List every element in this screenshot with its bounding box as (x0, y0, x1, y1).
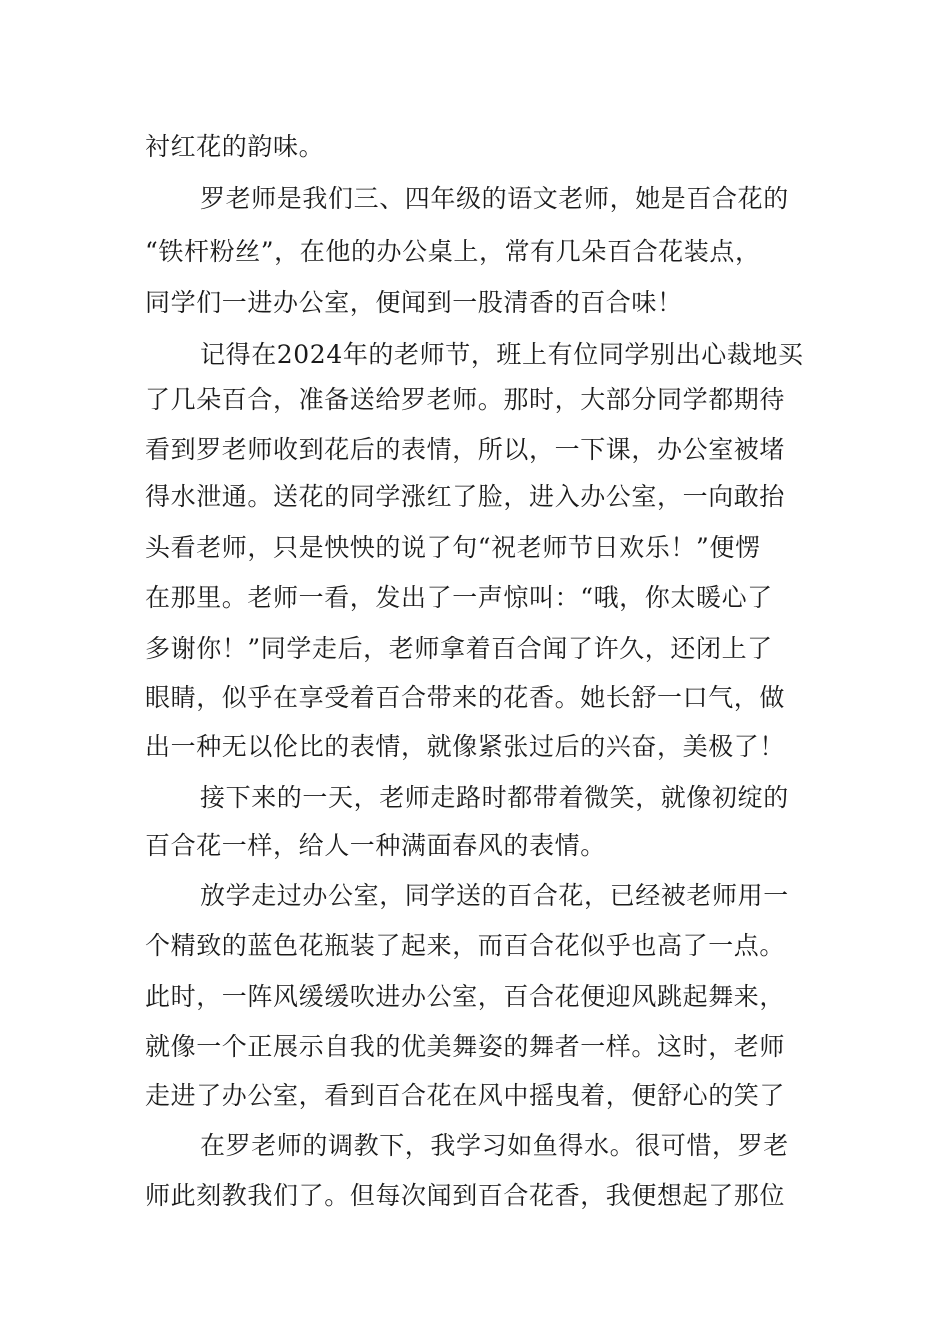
text-line: 同学们一进办公室，便闻到一股清香的百合味！ (145, 288, 683, 317)
paragraph-start-line: 在罗老师的调教下，我学习如鱼得水。很可惜，罗老 (200, 1131, 789, 1160)
paragraph-start-line: 接下来的一天，老师走路时都带着微笑，就像初绽的 (200, 783, 789, 812)
text-line: 此时，一阵风缓缓吹进办公室，百合花便迎风跳起舞来， (145, 982, 786, 1011)
text-line: 个精致的蓝色花瓶装了起来，而百合花似乎也高了一点。 (145, 931, 786, 960)
text-line: 百合花一样，给人一种满面春风的表情。 (145, 831, 606, 860)
text-line: 出一种无以伦比的表情，就像紧张过后的兴奋，美极了！ (145, 732, 786, 761)
text-line: 了几朵百合，准备送给罗老师。那时，大部分同学都期待 (145, 385, 786, 414)
text-line: 多谢你！”同学走后，老师拿着百合闻了许久，还闭上了 (145, 634, 773, 663)
text-line: 师此刻教我们了。但每次闻到百合花香，我便想起了那位 (145, 1181, 786, 1210)
text-line: 看到罗老师收到花后的表情，所以，一下课，办公室被堵 (145, 435, 786, 464)
paragraph-start-line: 罗老师是我们三、四年级的语文老师，她是百合花的 (200, 184, 789, 213)
text-line: 就像一个正展示自我的优美舞姿的舞者一样。这时，老师 (145, 1032, 786, 1061)
text-line: 衬红花的韵味。 (145, 132, 325, 161)
paragraph-start-line: 放学走过办公室，同学送的百合花，已经被老师用一 (200, 881, 789, 910)
text-line: 头看老师，只是怏怏的说了句“祝老师节日欢乐！”便愣 (145, 533, 761, 562)
text-line: 走进了办公室，看到百合花在风中摇曳着，便舒心的笑了 (145, 1081, 786, 1110)
text-line: 得水泄通。送花的同学涨红了脸，进入办公室，一向敢抬 (145, 482, 786, 511)
text-line: 在那里。老师一看，发出了一声惊叫：“哦，你太暖心了 (145, 583, 773, 612)
text-line: 眼睛，似乎在享受着百合带来的花香。她长舒一口气，做 (145, 683, 786, 712)
paragraph-start-line: 记得在2024年的老师节，班上有位同学别出心裁地买 (200, 340, 804, 369)
text-line: “铁杆粉丝”，在他的办公桌上，常有几朵百合花装点， (145, 237, 761, 266)
